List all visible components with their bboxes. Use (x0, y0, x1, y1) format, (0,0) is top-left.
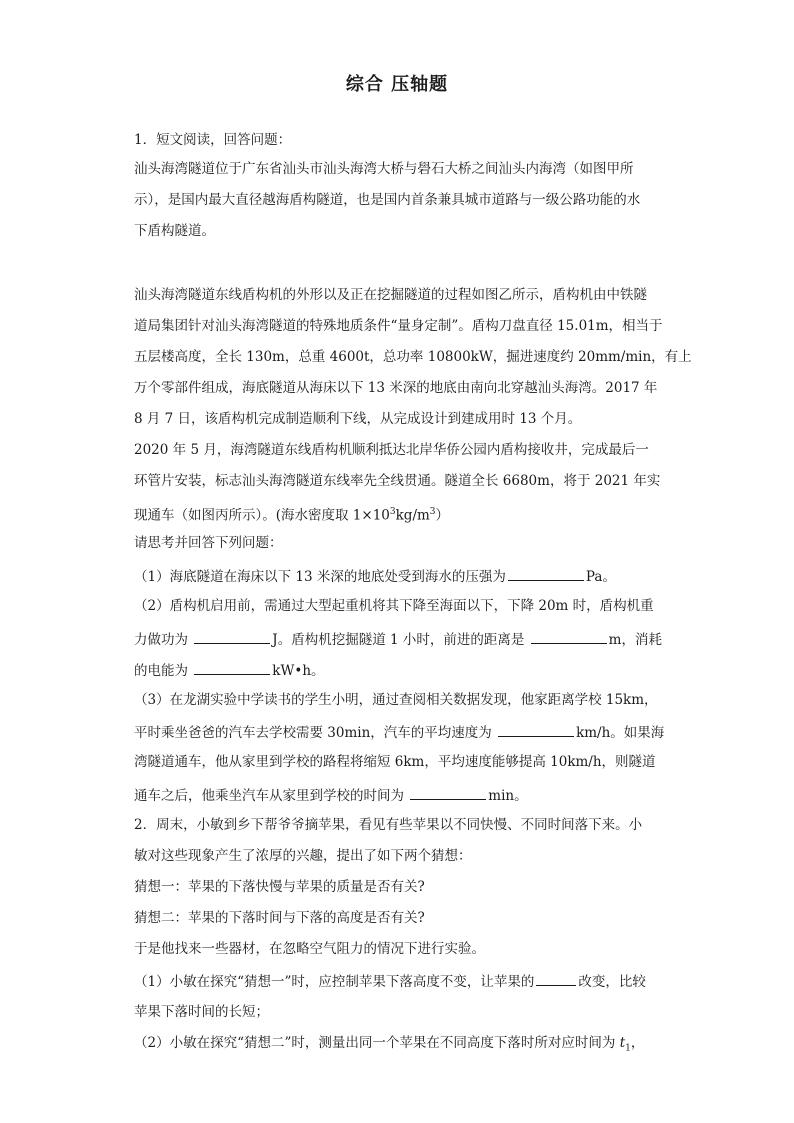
q1-paragraph-line: 汕头海湾隧道位于广东省汕头市汕头海湾大桥与礐石大桥之间汕头内海湾（如图甲所 (134, 161, 634, 177)
q1-density-line (134, 503, 449, 525)
q1-paragraph-line: 环管片安装，标志汕头海湾隧道东线率先全线贯通。隧道全长 6680m，将于 2021 年实 (134, 473, 661, 489)
q1-sub3-line (134, 722, 664, 742)
sub2-text: J。盾构机挖掘隧道 1 小时，前进的距离是 (272, 632, 529, 648)
q1-sub3-line: （3）在龙湖实验中学读书的学生小明，通过查阅相关数据发现，他家距离学校 15km， (134, 692, 658, 708)
sub2-text: 力做功为 (134, 632, 193, 648)
answer-blank[interactable] (194, 660, 270, 675)
sub3-text: 通车之后，他乘坐汽车从家里到学校的时间为 (134, 788, 409, 804)
q2-sub1-line: 苹果下落时间的长短； (134, 1004, 269, 1020)
q2-line: 2．周末，小敏到乡下帮爷爷摘苹果，看见有些苹果以不同快慢、不同时间落下来。小 (134, 817, 643, 833)
time-subscript: 1 (625, 1043, 631, 1054)
q1-paragraph-line: 2020 年 5 月，海湾隧道东线盾构机顺利抵达北岸华侨公园内盾构接收井，完成最后一 (134, 442, 649, 458)
answer-blank[interactable] (531, 629, 607, 644)
density-close: ） (435, 507, 450, 524)
q1-paragraph-line: 示），是国内最大直径越海盾构隧道，也是国内首条兼具城市道路与一级公路功能的水 (134, 192, 641, 208)
q2-sub2-text: （2）小敏在探究“猜想二”时，测量出同一个苹果在不同高度下落时所对应时间为 (134, 1035, 620, 1051)
q2-line: 猜想二：苹果的下落时间与下落的高度是否有关? (134, 910, 425, 926)
answer-blank[interactable] (508, 566, 584, 581)
q1-paragraph-line: 下盾构隧道。 (134, 223, 215, 239)
sub3-text: km/h。如果海 (576, 725, 665, 741)
q1-sub1 (134, 566, 616, 586)
sub2-text: 的电能为 (134, 663, 193, 679)
q1-prompt: 请思考并回答下列问题： (134, 535, 283, 551)
sub3-text: 平时乘坐爸爸的汽车去学校需要 30min，汽车的平均速度为 (134, 725, 497, 741)
density-text: 现通车（如图丙所示）。(海水密度取 1×10 (134, 507, 390, 524)
q2-line: 敏对这些现象产生了浓厚的兴趣，提出了如下两个猜想： (134, 848, 472, 864)
q1-paragraph-line: 汕头海湾隧道东线盾构机的外形以及正在挖掘隧道的过程如图乙所示，盾构机由中铁隧 (134, 287, 647, 303)
sub2-text: m，消耗 (608, 632, 662, 648)
answer-blank[interactable] (410, 785, 486, 800)
exponent: 3 (429, 507, 436, 517)
q1-heading: 1．短文阅读，回答问题： (134, 132, 292, 148)
density-unit: kg/m (395, 507, 430, 524)
q1-paragraph-line: 8 月 7 日，该盾构机完成制造顺利下线，从完成设计到建成用时 13 个月。 (134, 411, 582, 427)
answer-blank[interactable] (536, 971, 576, 986)
exponent: 3 (389, 507, 396, 517)
q2-sub2-line (134, 1034, 644, 1058)
q1-sub3-line (134, 785, 528, 805)
sub1-unit: Pa。 (585, 569, 616, 585)
q2-line: 于是他找来一些器材，在忽略空气阻力的情况下进行实验。 (134, 941, 485, 957)
q2-line: 猜想一：苹果的下落快慢与苹果的质量是否有关? (134, 879, 425, 895)
q2-sub2-comma: ， (630, 1035, 645, 1051)
q1-paragraph-line: 道局集团针对汕头海湾隧道的特殊地质条件“量身定制”。盾构刀盘直径 15.01m，相当于 (134, 318, 663, 334)
answer-blank[interactable] (194, 629, 270, 644)
answer-blank[interactable] (498, 722, 574, 737)
time-variable: t (619, 1035, 626, 1051)
q1-sub2-line (134, 629, 662, 649)
q1-paragraph-line: 五层楼高度，全长 130m，总重 4600t，总功率 10800kW，掘进速度约 20mm/min，有上 (134, 349, 692, 365)
q1-sub3-line: 湾隧道通车，他从家里到学校的路程将缩短 6km，平均速度能够提高 10km/h，则隧道 (134, 754, 656, 770)
q1-paragraph-line: 万个零部件组成，海底隧道从海床以下 13 米深的地底由南向北穿越汕头海湾。2017 年 (134, 380, 658, 396)
page-title: 综合 压轴题 (345, 74, 449, 95)
sub1-text: （1）海底隧道在海床以下 13 米深的地底处受到海水的压强为 (134, 569, 506, 585)
q2-sub1-text: 改变，比较 (578, 974, 646, 990)
q1-sub2-line (134, 660, 325, 680)
sub3-unit: min。 (488, 788, 528, 804)
q2-sub1-line (134, 971, 646, 991)
q2-sub1-text: （1）小敏在探究“猜想一”时，应控制苹果下落高度不变，让苹果的 (134, 974, 535, 990)
sub2-unit: kW•h。 (272, 663, 325, 679)
q1-sub2-line: （2）盾构机启用前，需通过大型起重机将其下降至海面以下，下降 20m 时，盾构机重 (134, 598, 654, 614)
